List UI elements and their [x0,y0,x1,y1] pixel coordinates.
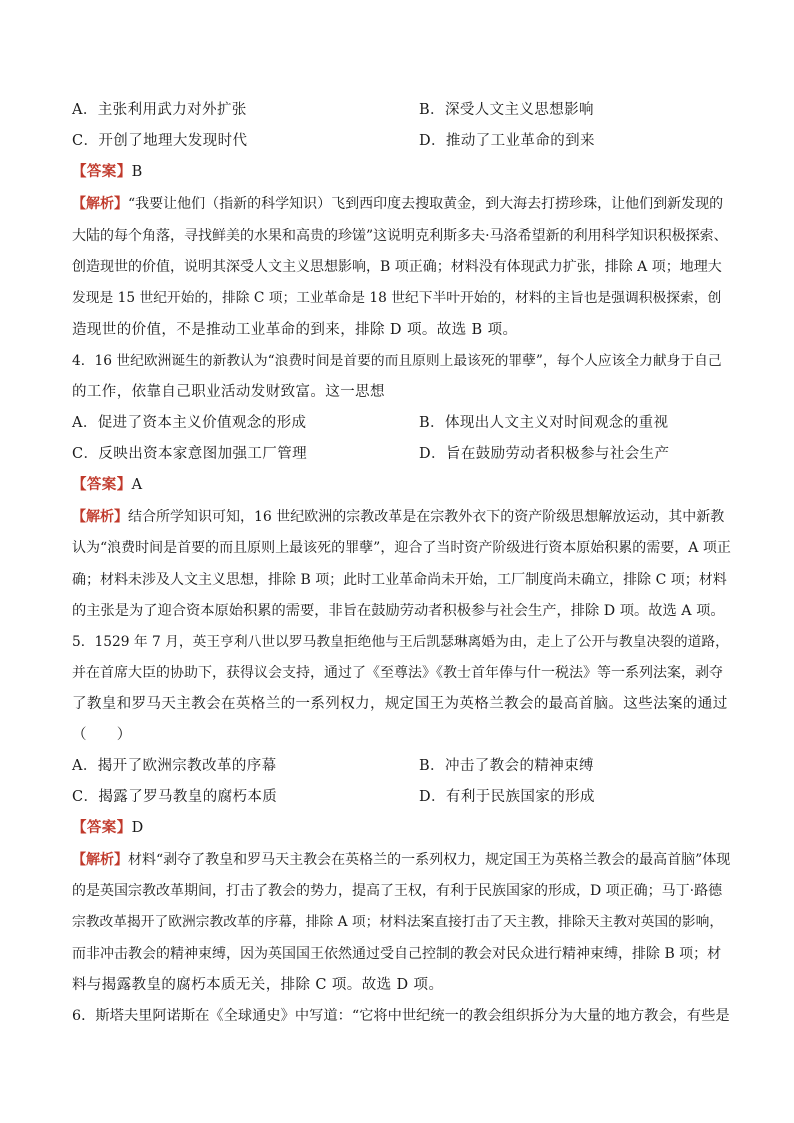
q4-option-b: B．体现出人文主义对时间观念的重视 [419,415,669,431]
q4-analysis-line-4: 的主张是为了迎合资本原始积累的需要，非旨在鼓励劳动者积极参与社会生产，排除 D 项。故选 A 项。 [72,603,725,619]
q3-option-b: B．深受人文主义思想影响 [419,102,594,118]
q5-analysis-line-5: 料与揭露教皇的腐朽本质无关，排除 C 项。故选 D 项。 [72,977,444,993]
q5-options-row-2 [72,785,732,809]
q5-answer-blank: （ ） [72,727,132,743]
q5-option-d: D．有利于民族国家的形成 [419,789,595,805]
q4-analysis-line-1 [72,505,732,529]
analysis-text: “我要让他们（指新的科学知识）飞到西印度去搜取黄金，到大海去打捞珍珠，让他们到新发现的 [128,196,724,212]
q5-option-a: A．揭开了欧洲宗教改革的序幕 [72,758,277,774]
q3-analysis-line-3: 创造现世的价值，说明其深受人文主义思想影响，B 项正确；材料没有体现武力扩张，排除 A 项；地理大 [72,259,722,275]
analysis-text: 材料“剥夺了教皇和罗马天主教会在英格兰的一系列权力，规定国王为英格兰教会的最高首脑”体现 [128,852,731,868]
answer-tag: 【答案】 [72,476,132,493]
q4-answer [72,473,732,497]
q5-stem-line-2: 并在首席大臣的协助下，获得议会支持，通过了《至尊法》《教士首年俸与什一税法》等一系列法案，剥夺 [72,665,723,681]
analysis-tag: 【解析】 [72,196,128,212]
q4-analysis-line-3: 确；材料未涉及人文主义思想，排除 B 项；此时工业革命尚未开始，工厂制度尚未确立，排除 C 项；材料 [72,572,727,588]
q3-analysis-line-2: 大陆的每个角落，寻找鲜美的水果和高贵的珍馐”这说明克利斯多夫·马洛希望新的利用科学知识积极探索、 [72,228,728,244]
q3-option-c: C．开创了地理大发现时代 [72,133,248,149]
q5-analysis-line-1 [72,848,732,872]
q3-analysis-line-4: 发现是 15 世纪开始的，排除 C 项；工业革命是 18 世纪下半叶开始的，材料的主旨也是强调积极探索，创 [72,290,722,306]
q5-analysis-line-4: 而非冲击教会的精神束缚，因为英国国王依然通过受自己控制的教会对民众进行精神束缚，排除 B 项；材 [72,946,722,962]
q5-analysis-line-3: 宗教改革揭开了欧洲宗教改革的序幕，排除 A 项；材料法案直接打击了天主教，排除天主教对英国的影响， [72,914,724,930]
q5-options-row-1 [72,754,732,778]
q3-analysis-line-1 [72,192,732,216]
q5-stem-line-1: 5．1529 年 7 月，英王亨利八世以罗马教皇拒绝他与王后凯瑟琳离婚为由，走上了公开与教皇决裂的道路， [72,634,729,650]
q6-stem-line-1: 6．斯塔夫里阿诺斯在《全球通史》中写道：“它将中世纪统一的教会组织拆分为大量的地方教会，有些是 [72,1008,730,1024]
q4-stem-line-2: 的工作，依靠自己职业活动发财致富。这一思想 [72,384,385,400]
q3-answer [72,160,732,184]
answer-value: A [131,477,143,493]
answer-tag: 【答案】 [72,819,132,836]
q4-option-c: C．反映出资本家意图加强工厂管理 [72,446,307,462]
q3-option-a: A．主张利用武力对外扩张 [72,102,247,118]
q5-answer [72,816,732,840]
q4-option-a: A．促进了资本主义价值观念的形成 [72,415,307,431]
q5-option-c: C．揭露了罗马教皇的腐朽本质 [72,789,278,805]
q4-option-d: D．旨在鼓励劳动者积极参与社会生产 [419,446,670,462]
answer-value: B [131,164,143,180]
q5-analysis-line-2: 的是英国宗教改革期间，打击了教会的势力，提高了王权，有利于民族国家的形成，D 项正确；马丁·路德 [72,883,723,899]
answer-value: D [131,820,144,836]
q3-analysis-line-5: 造现世的价值，不是推动工业革命的到来，排除 D 项。故选 B 项。 [72,322,518,338]
q4-options-row-2 [72,442,732,466]
q5-option-b: B．冲击了教会的精神束缚 [419,758,594,774]
q4-analysis-line-2: 认为“浪费时间是首要的而且原则上最该死的罪孽”，迎合了当时资产阶级进行资本原始积累的需要，A 项正 [72,540,731,556]
q3-option-d: D．推动了工业革命的到来 [419,133,595,149]
q3-options-row-1 [72,98,732,122]
analysis-tag: 【解析】 [72,852,128,868]
q5-stem-line-3: 了教皇和罗马天主教会在英格兰的一系列权力，规定国王为英格兰教会的最高首脑。这些法案的通过 [72,696,728,712]
analysis-text: 结合所学知识可知，16 世纪欧洲的宗教改革是在宗教外衣下的资产阶级思想解放运动，其中新教 [128,509,725,525]
q3-options-row-2 [72,129,732,153]
q4-options-row-1 [72,411,732,435]
analysis-tag: 【解析】 [72,509,128,525]
answer-tag: 【答案】 [72,163,132,180]
q4-stem-line-1: 4．16 世纪欧洲诞生的新教认为“浪费时间是首要的而且原则上最该死的罪孽”，每个人应该全力献身于自己 [72,353,722,369]
